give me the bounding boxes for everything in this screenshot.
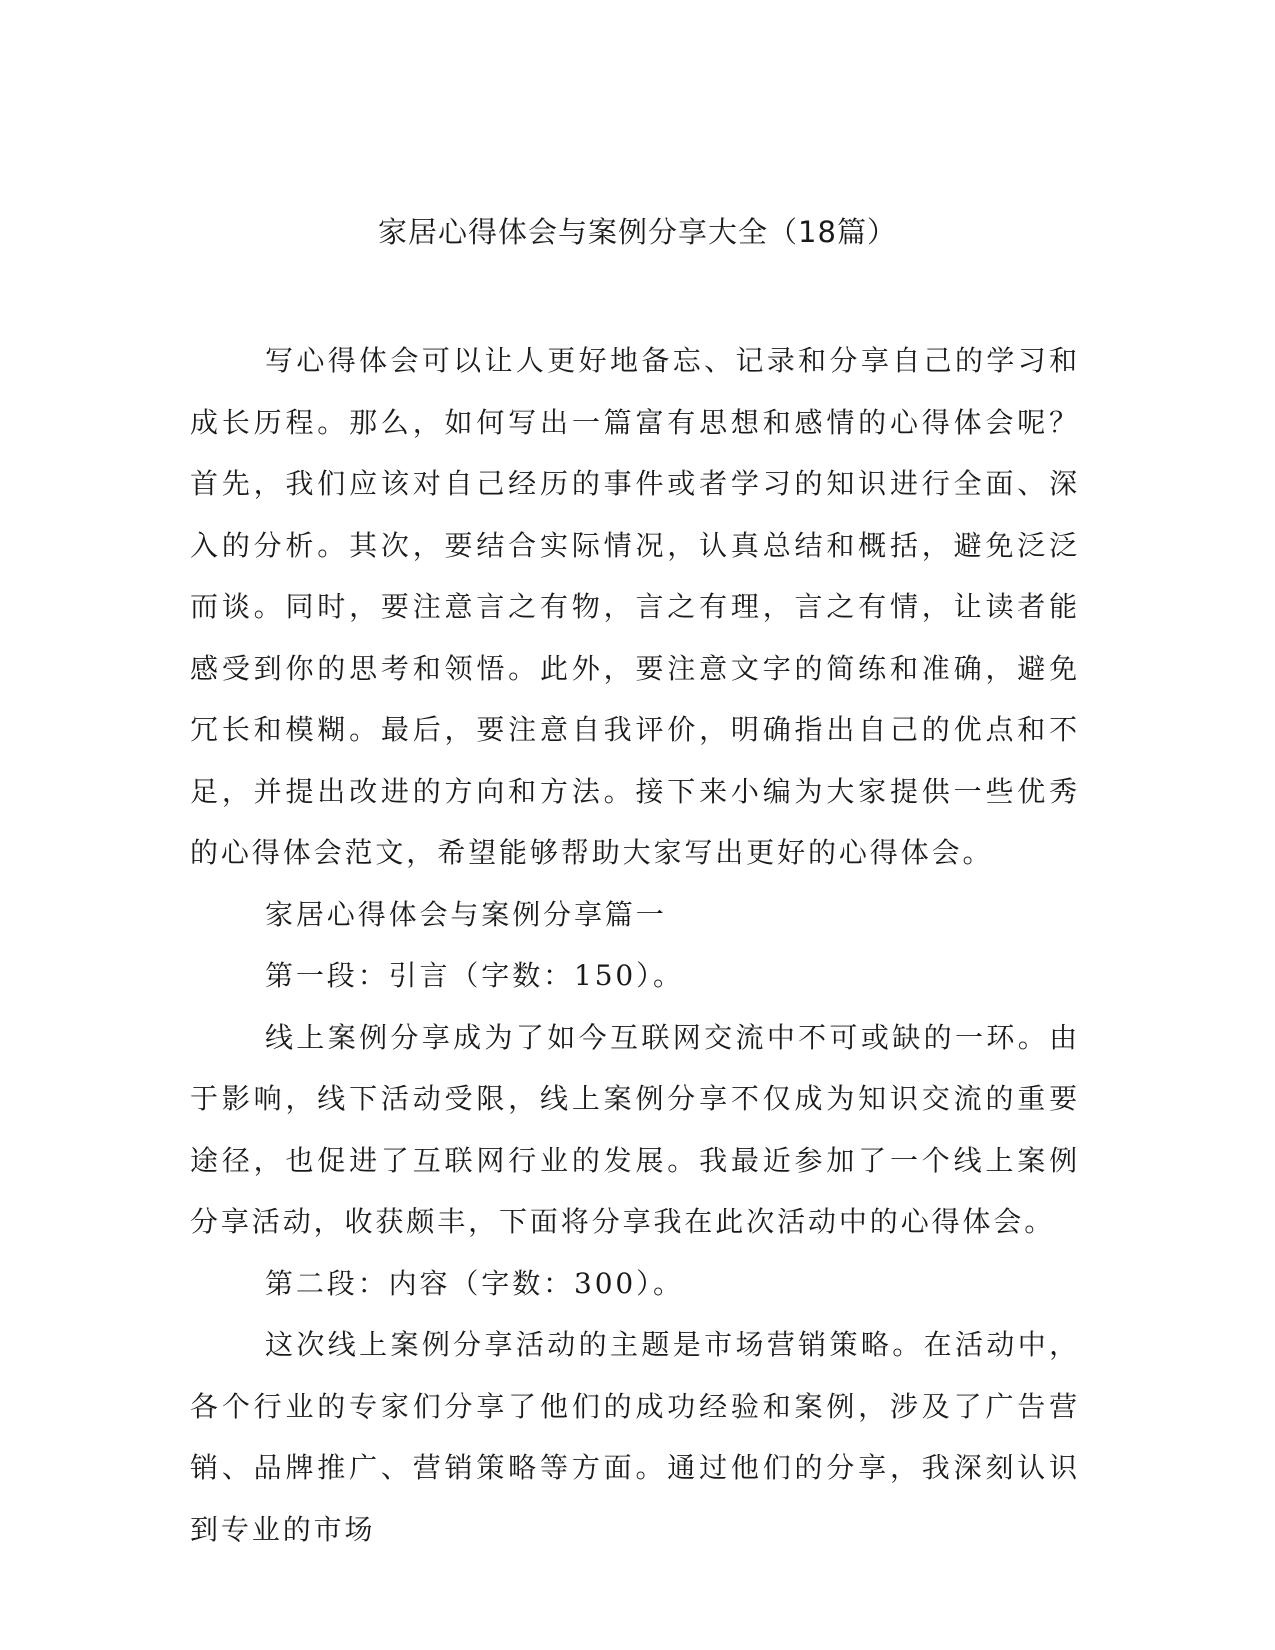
section-heading: 家居心得体会与案例分享篇一 [265, 897, 667, 931]
document-body [190, 330, 1080, 1560]
part-heading: 第一段：引言（字数：150）。 [265, 959, 684, 992]
intro-paragraph: 写心得体会可以让人更好地备忘、记录和分享自己的学习和成长历程。那么，如何写出一篇富有思想和感情的心得体会呢？首先，我们应该对自己经历的事件或者学习的知识进行全面、深入的分析。其次，要结合实际情况，认真总结和概括，避免泛泛而谈。同时，要注意言之有物，言之有理，言之有情，让读者能感受到你的思考和领悟。此外，要注意文字的简练和准确，避免冗长和模糊。最后，要注意自我评价，明确指出自己的优点和不足，并提出改进的方向和方法。接下来小编为大家提供一些优秀的心得体会范文，希望能够帮助大家写出更好的心得体会。 [190, 344, 1080, 869]
body-paragraph: 这次线上案例分享活动的主题是市场营销策略。在活动中，各个行业的专家们分享了他们的成功经验和案例，涉及了广告营销、品牌推广、营销策略等方面。通过他们的分享，我深刻认识到专业的市场 [190, 1328, 1080, 1546]
document-title: 家居心得体会与案例分享大全（18篇） [378, 215, 897, 249]
body-paragraph: 线上案例分享成为了如今互联网交流中不可或缺的一环。由于影响，线下活动受限，线上案例分享不仅成为知识交流的重要途径，也促进了互联网行业的发展。我最近参加了一个线上案例分享活动，收获颇丰，下面将分享我在此次活动中的心得体会。 [190, 1020, 1080, 1238]
part-heading: 第二段：内容（字数：300）。 [265, 1266, 684, 1300]
